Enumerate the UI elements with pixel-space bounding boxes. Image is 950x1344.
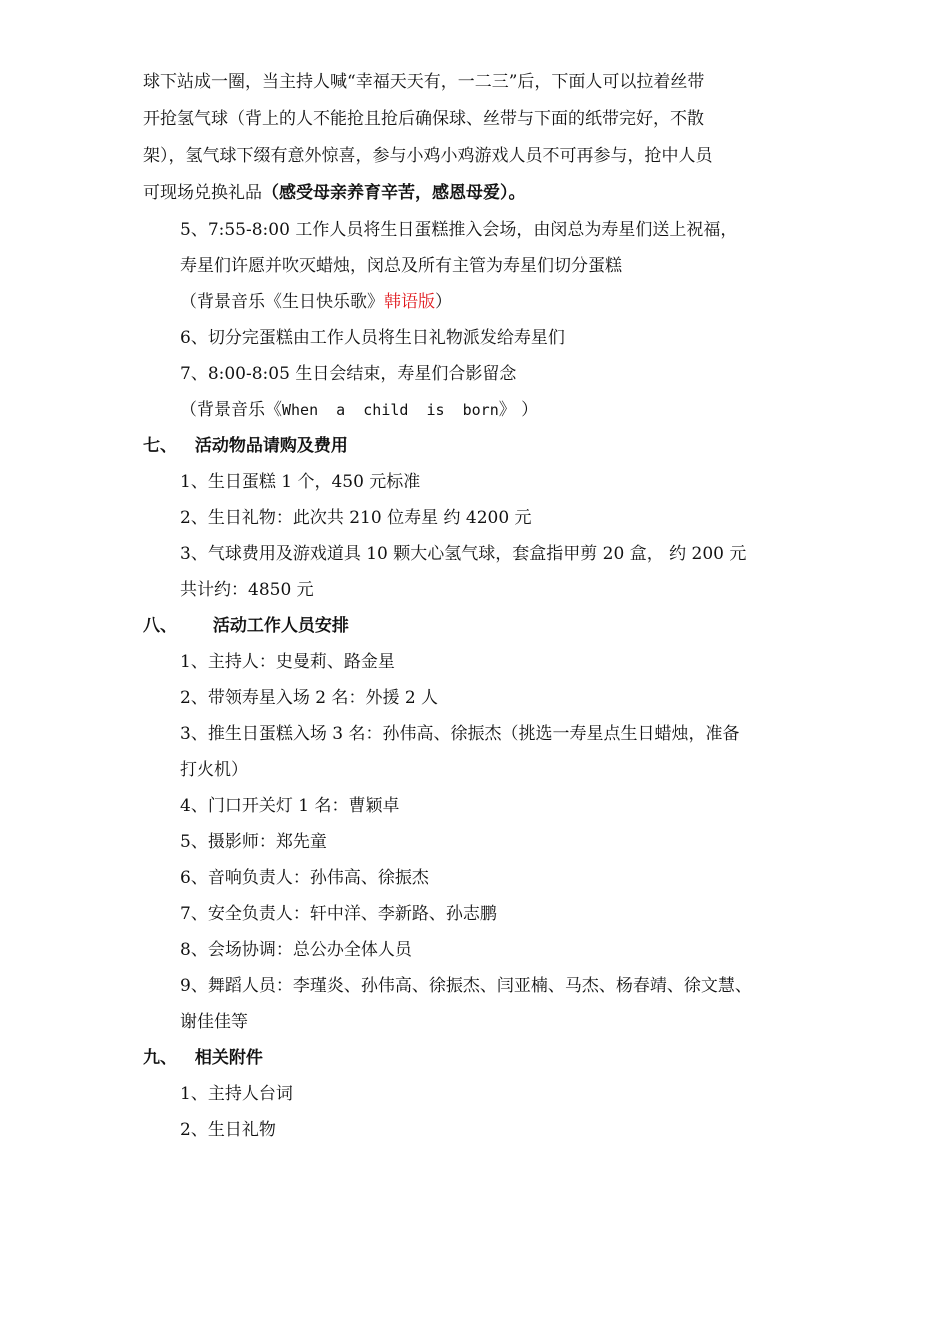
step-5-music-prefix: （背景音乐《生日快乐歌》 <box>180 292 384 312</box>
section-7-item: 1、生日蛋糕 1 个，450 元标准 <box>180 472 421 492</box>
step-7-music <box>180 398 538 422</box>
section-8-number: 八、 <box>143 616 177 636</box>
section-9-heading <box>143 1046 263 1070</box>
intro-line-1: 球下站成一圈，当主持人喊“幸福天天有，一二三”后，下面人可以拉着丝带 <box>143 72 705 92</box>
step-5-music-version: 韩语版 <box>384 292 435 312</box>
section-8-item-continued: 谢佳佳等 <box>180 1012 248 1032</box>
section-7-item: 3、气球费用及游戏道具 10 颗大心氢气球，套盒指甲剪 20 盒， 约 200 元 <box>180 544 747 564</box>
section-8-item: 6、音响负责人：孙伟高、徐振杰 <box>180 868 429 888</box>
intro-line-3: 架），氢气球下缀有意外惊喜，参与小鸡小鸡游戏人员不可再参与，抢中人员 <box>143 146 713 166</box>
step-5-music <box>180 290 452 314</box>
section-8-item: 4、门口开关灯 1 名：曹颖卓 <box>180 796 400 816</box>
section-9-item: 1、主持人台词 <box>180 1084 293 1104</box>
step-7-music-prefix: （背景音乐《 <box>180 400 282 420</box>
section-8-item: 9、舞蹈人员：李瑾炎、孙伟高、徐振杰、闫亚楠、马杰、杨春靖、徐文慧、 <box>180 976 752 996</box>
section-7-item: 2、生日礼物：此次共 210 位寿星 约 4200 元 <box>180 508 532 528</box>
section-8-item: 5、摄影师：郑先童 <box>180 832 327 852</box>
section-8-item: 1、主持人：史曼莉、路金星 <box>180 652 395 672</box>
intro-emphasis: （感受母亲养育辛苦，感恩母爱）。 <box>262 183 526 203</box>
step-7-music-suffix: 》 ） <box>498 400 539 420</box>
section-7-number: 七、 <box>143 436 177 456</box>
step-5-line-2: 寿星们许愿并吹灭蜡烛，闵总及所有主管为寿星们切分蛋糕 <box>180 256 622 276</box>
section-8-item: 3、推生日蛋糕入场 3 名：孙伟高、徐振杰（挑选一寿星点生日蜡烛，准备 <box>180 724 740 744</box>
intro-line-2: 开抢氢气球（背上的人不能抢且抢后确保球、丝带与下面的纸带完好，不散 <box>143 109 704 129</box>
section-8-title: 活动工作人员安排 <box>212 616 349 636</box>
section-9-item: 2、生日礼物 <box>180 1120 276 1140</box>
intro-line-4 <box>143 181 526 205</box>
step-5-line-1: 5、7:55-8:00 工作人员将生日蛋糕推入会场，由闵总为寿星们送上祝福， <box>180 220 738 240</box>
section-7-heading <box>143 434 348 458</box>
step-7-music-title: When a child is born <box>282 401 499 419</box>
intro-line-4-text: 可现场兑换礼品 <box>143 183 262 203</box>
step-7: 7、8:00-8:05 生日会结束，寿星们合影留念 <box>180 364 517 384</box>
section-8-item-continued: 打火机） <box>180 760 248 780</box>
section-8-item: 2、带领寿星入场 2 名：外援 2 人 <box>180 688 439 708</box>
step-5-music-suffix: ） <box>435 292 452 312</box>
section-9-title: 相关附件 <box>194 1048 263 1068</box>
section-8-item: 8、会场协调：总公办全体人员 <box>180 940 412 960</box>
section-8-item: 7、安全负责人：轩中洋、李新路、孙志鹏 <box>180 904 497 924</box>
section-7-total: 共计约：4850 元 <box>180 580 314 600</box>
section-9-number: 九、 <box>143 1048 177 1068</box>
section-8-heading <box>143 614 349 638</box>
section-7-title: 活动物品请购及费用 <box>194 436 348 456</box>
step-6: 6、切分完蛋糕由工作人员将生日礼物派发给寿星们 <box>180 328 565 348</box>
